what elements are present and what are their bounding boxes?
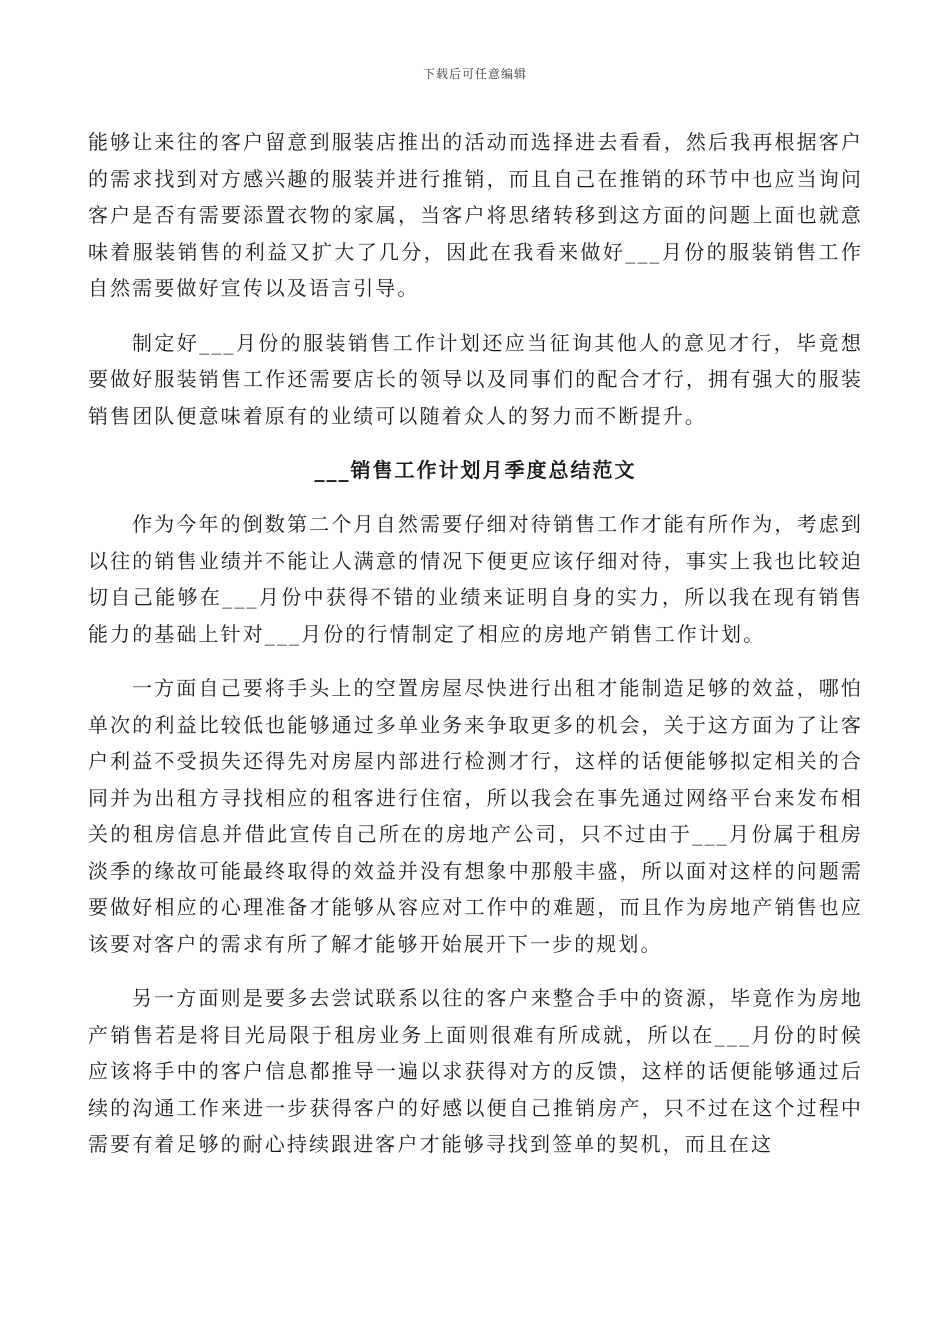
document-body: [88, 124, 863, 1163]
paragraph-gap: [88, 652, 863, 670]
paragraph-rental-plan: 一方面自己要将手头上的空置房屋尽快进行出租才能制造足够的效益，哪怕单次的利益比较低也能够通过多单业务来争取更多的机会，关于这方面为了让客户利益不受损失还得先对房屋内部进行检测才行，这样的话便能够拟定相关的合同并为出租方寻找相应的租客进行住宿，所以我会在事先通过网络平台来发布相关的租房信息并借此宣传自己所在的房地产公司，只不过由于___月份属于租房淡季的缘故可能最终取得的效益并没有想象中那般丰盛，所以面对这样的问题需要做好相应的心理准备才能够从容应对工作中的难题，而且作为房地产销售也应该要对客户的需求有所了解才能够开始展开下一步的规划。: [88, 676, 863, 956]
paragraph-team-cooperation: 制定好___月份的服装销售工作计划还应当征询其他人的意见才行，毕竟想要做好服装销售工作还需要店长的领导以及同事们的配合才行，拥有强大的服装销售团队便意味着原有的业绩可以随着众人的努力而不断提升。: [88, 330, 863, 428]
paragraph-gap: [88, 488, 863, 506]
paragraph-continuation: 能够让来往的客户留意到服装店推出的活动而选择进去看看，然后我再根据客户的需求找到对方感兴趣的服装并进行推销，而且自己在推销的环节中也应当询问客户是否有需要添置衣物的家属，当客户将思绪转移到这方面的问题上面也就意味着服装销售的利益又扩大了几分，因此在我看来做好___月份的服装销售工作自然需要做好宣传以及语言引导。: [88, 130, 863, 300]
page-header: 下载后可任意编辑: [422, 67, 527, 81]
paragraph-gap: [88, 307, 863, 325]
section-title: ___销售工作计划月季度总结范文: [314, 458, 637, 482]
paragraph-intro: 作为今年的倒数第二个月自然需要仔细对待销售工作才能有所作为，考虑到以往的销售业绩并不能让人满意的情况下便更应该仔细对待，事实上我也比较迫切自己能够在___月份中获得不错的业绩来证明自身的实力，所以我在现有销售能力的基础上针对___月份的行情制定了相应的房地产销售工作计划。: [88, 512, 863, 646]
paragraph-gap: [88, 962, 863, 980]
paragraph-gap: [88, 434, 863, 452]
paragraph-client-plan: 另一方面则是要多去尝试联系以往的客户来整合手中的资源，毕竟作为房地产销售若是将目光局限于租房业务上面则很难有所成就，所以在___月份的时候应该将手中的客户信息都推导一遍以求获得对方的反馈，这样的话便能够通过后续的沟通工作来进一步获得客户的好感以便自己推销房产，只不过在这个过程中需要有着足够的耐心持续跟进客户才能够寻找到签单的契机，而且在这: [88, 986, 863, 1156]
